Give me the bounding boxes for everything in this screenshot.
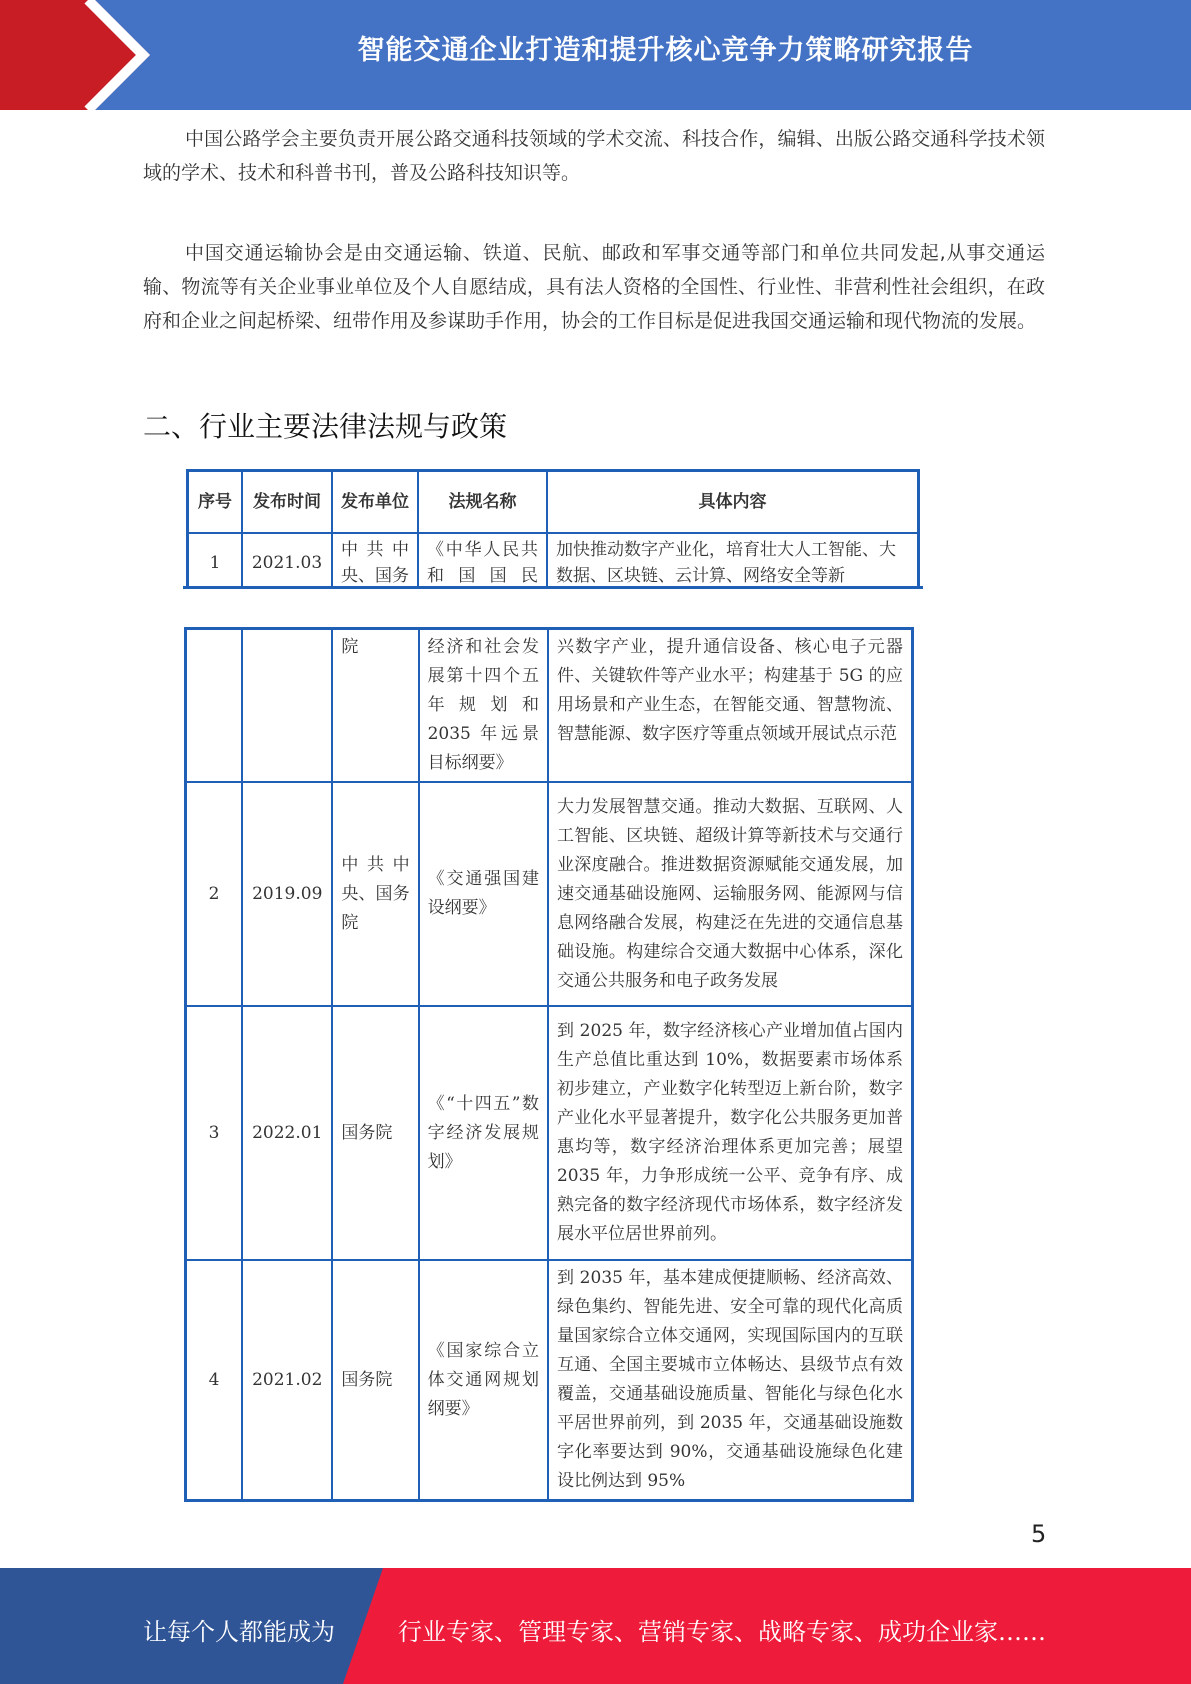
cell-date: 2022.01 <box>242 1006 332 1260</box>
col-header-no: 序号 <box>188 471 243 534</box>
col-header-unit: 发布单位 <box>332 471 418 534</box>
policy-table-body <box>184 627 914 1502</box>
paragraph-transport-association: 中国交通运输协会是由交通运输、铁道、民航、邮政和军事交通等部门和单位共同发起,从事交通运输、物流等有关企业事业单位及个人自愿结成，具有法人资格的全国性、行业性、非营利性社会组织，在政府和企业之间起桥梁、纽带作用及参谋助手作用，协会的工作目标是促进我国交通运输和现代物流的发展。 <box>143 242 1045 332</box>
table-row <box>186 1006 913 1260</box>
header-red-chevron <box>0 0 150 110</box>
col-header-date: 发布时间 <box>242 471 332 534</box>
cell-date: 2019.09 <box>242 782 332 1006</box>
cell-unit: 国务院 <box>332 1006 418 1260</box>
table-row <box>186 1260 913 1501</box>
cell-date: 2021.03 <box>242 533 332 588</box>
table-row <box>186 782 913 1006</box>
cell-content: 到 2035 年，基本建成便捷顺畅、经济高效、绿色集约、智能先进、安全可靠的现代化高质量国家综合立体交通网，实现国际国内的互联互通、全国主要城市立体畅达、县级节点有效覆盖，交通基础设施质量、智能化与绿色化水平居世界前列，到 2035 年，交通基础设施数字化率要达到 90%，交通基础设施绿色化建设比例达到 95% <box>548 1260 913 1501</box>
section-heading: 二、行业主要法律法规与政策 <box>143 410 508 443</box>
col-header-content: 具体内容 <box>547 471 919 534</box>
footer-slogan-right: 行业专家、管理专家、营销专家、战略专家、成功企业家…… <box>398 1618 1046 1646</box>
cell-content: 加快推动数字产业化，培育壮大人工智能、大数据、区块链、云计算、网络安全等新 <box>547 533 919 588</box>
cell-unit: 国务院 <box>332 1260 418 1501</box>
cell-name: 《交通强国建设纲要》 <box>419 782 548 1006</box>
footer-slogan-left: 让每个人都能成为 <box>143 1618 335 1646</box>
cell-unit: 中共中央、国务院 <box>332 782 418 1006</box>
table-row-continued <box>186 629 913 783</box>
cell-content: 兴数字产业，提升通信设备、核心电子元器件、关键软件等产业水平；构建基于 5G 的应用场景和产业生态，在智能交通、智慧物流、智慧能源、数字医疗等重点领域开展试点示范 <box>548 629 913 783</box>
policy-table-head <box>186 469 920 588</box>
cell-unit: 中共中央、国务 <box>332 533 418 588</box>
cell-unit: 院 <box>332 629 418 783</box>
table-row <box>188 533 919 588</box>
cell-no: 3 <box>186 1006 243 1260</box>
paragraph-highway-society: 中国公路学会主要负责开展公路交通科技领域的学术交流、科技合作，编辑、出版公路交通科学技术领域的学术、技术和科普书刊，普及公路科技知识等。 <box>143 128 1045 184</box>
col-header-name: 法规名称 <box>418 471 547 534</box>
cell-name: 《中华人民共和国国民 <box>418 533 547 588</box>
cell-no <box>186 629 243 783</box>
policy-table-part1 <box>183 466 923 588</box>
cell-date: 2021.02 <box>242 1260 332 1501</box>
cell-content: 大力发展智慧交通。推动大数据、互联网、人工智能、区块链、超级计算等新技术与交通行业深度融合。推进数据资源赋能交通发展，加速交通基础设施网、运输服务网、能源网与信息网络融合发展，构建泛在先进的交通信息基础设施。构建综合交通大数据中心体系，深化交通公共服务和电子政务发展 <box>548 782 913 1006</box>
table-break-line <box>183 586 923 589</box>
page-number: 5 <box>1031 1520 1047 1548</box>
report-title: 智能交通企业打造和提升核心竞争力策略研究报告 <box>357 35 974 66</box>
cell-name: 《国家综合立体交通网规划纲要》 <box>419 1260 548 1501</box>
cell-content: 到 2025 年，数字经济核心产业增加值占国内生产总值比重达到 10%，数据要素市场体系初步建立，产业数字化转型迈上新台阶，数字产业化水平显著提升，数字化公共服务更加普惠均等，数字经济治理体系更加完善；展望 2035 年，力争形成统一公平、竞争有序、成熟完备的数字经济现代市场体系，数字经济发展水平位居世界前列。 <box>548 1006 913 1260</box>
cell-no: 4 <box>186 1260 243 1501</box>
cell-name: 经济和社会发展第十四个五年规划和 2035 年远景目标纲要》 <box>419 629 548 783</box>
cell-no: 1 <box>188 533 243 588</box>
table-header-row <box>188 471 919 534</box>
cell-no: 2 <box>186 782 243 1006</box>
cell-name: 《“十四五”数字经济发展规划》 <box>419 1006 548 1260</box>
cell-date <box>242 629 332 783</box>
